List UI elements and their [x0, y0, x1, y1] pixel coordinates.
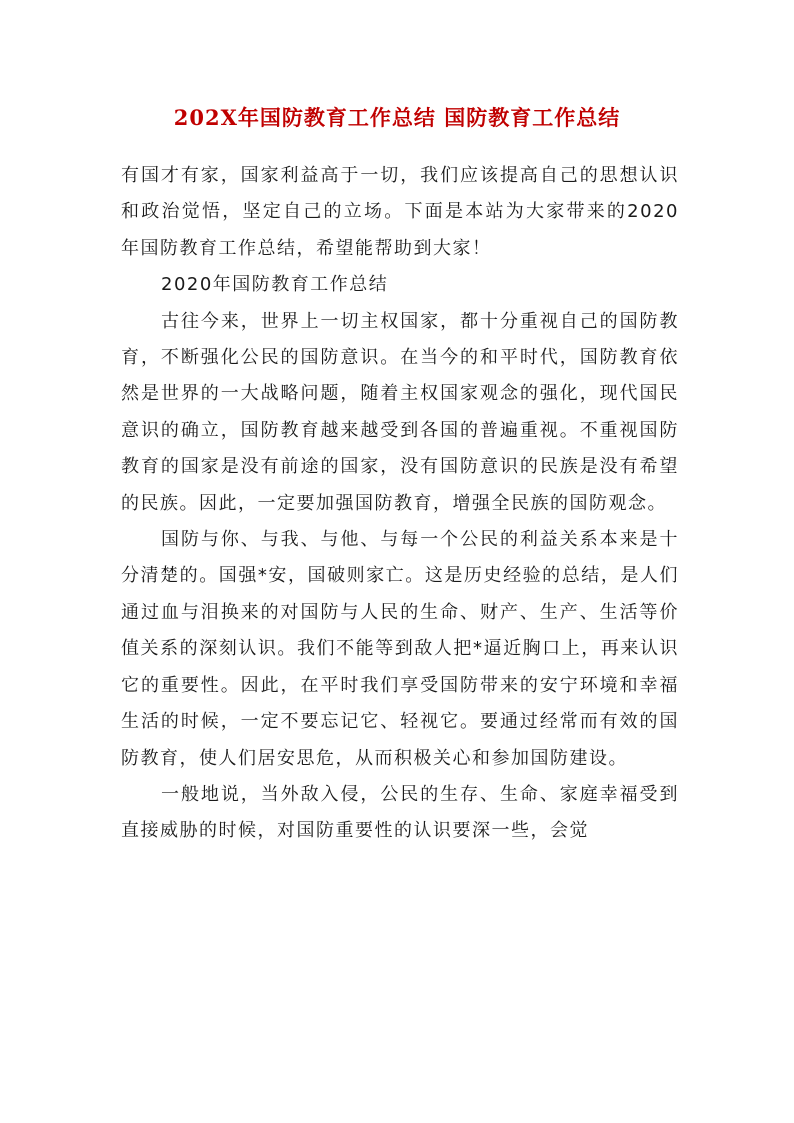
body-paragraph: 古往今来，世界上一切主权国家，都十分重视自己的国防教育，不断强化公民的国防意识。在当今的和平时代，国防教育依然是世界的一大战略问题，随着主权国家观念的强化，现代国民意识的确立，国防教育越来越受到各国的普遍重视。不重视国防教育的国家是没有前途的国家，没有国防意识的民族是没有希望的民族。因此，一定要加强国防教育，增强全民族的国防观念。: [121, 310, 679, 514]
document-title: 202X年国防教育工作总结 国防教育工作总结: [173, 105, 621, 130]
intro-paragraph: 有国才有家，国家利益高于一切，我们应该提高自己的思想认识和政治觉悟，坚定自己的立场。下面是本站为大家带来的2020年国防教育工作总结，希望能帮助到大家！: [121, 165, 679, 259]
body-paragraph: 国防与你、与我、与他、与每一个公民的利益关系本来是十分清楚的。国强*安，国破则家亡。这是历史经验的总结，是人们通过血与泪换来的对国防与人民的生命、财产、生产、生活等价值关系的深刻认识。我们不能等到敌人把*逼近胸口上，再来认识它的重要性。因此，在平时我们享受国防带来的安宁环境和幸福生活的时候，一定不要忘记它、轻视它。要通过经常而有效的国防教育，使人们居安思危，从而积极关心和参加国防建设。: [121, 529, 679, 769]
section-heading: 2020年国防教育工作总结: [161, 274, 389, 296]
document-body: [121, 158, 679, 850]
body-paragraph: 一般地说，当外敌入侵，公民的生存、生命、家庭幸福受到直接威胁的时候，对国防重要性的认识要深一些，会觉: [121, 783, 679, 842]
